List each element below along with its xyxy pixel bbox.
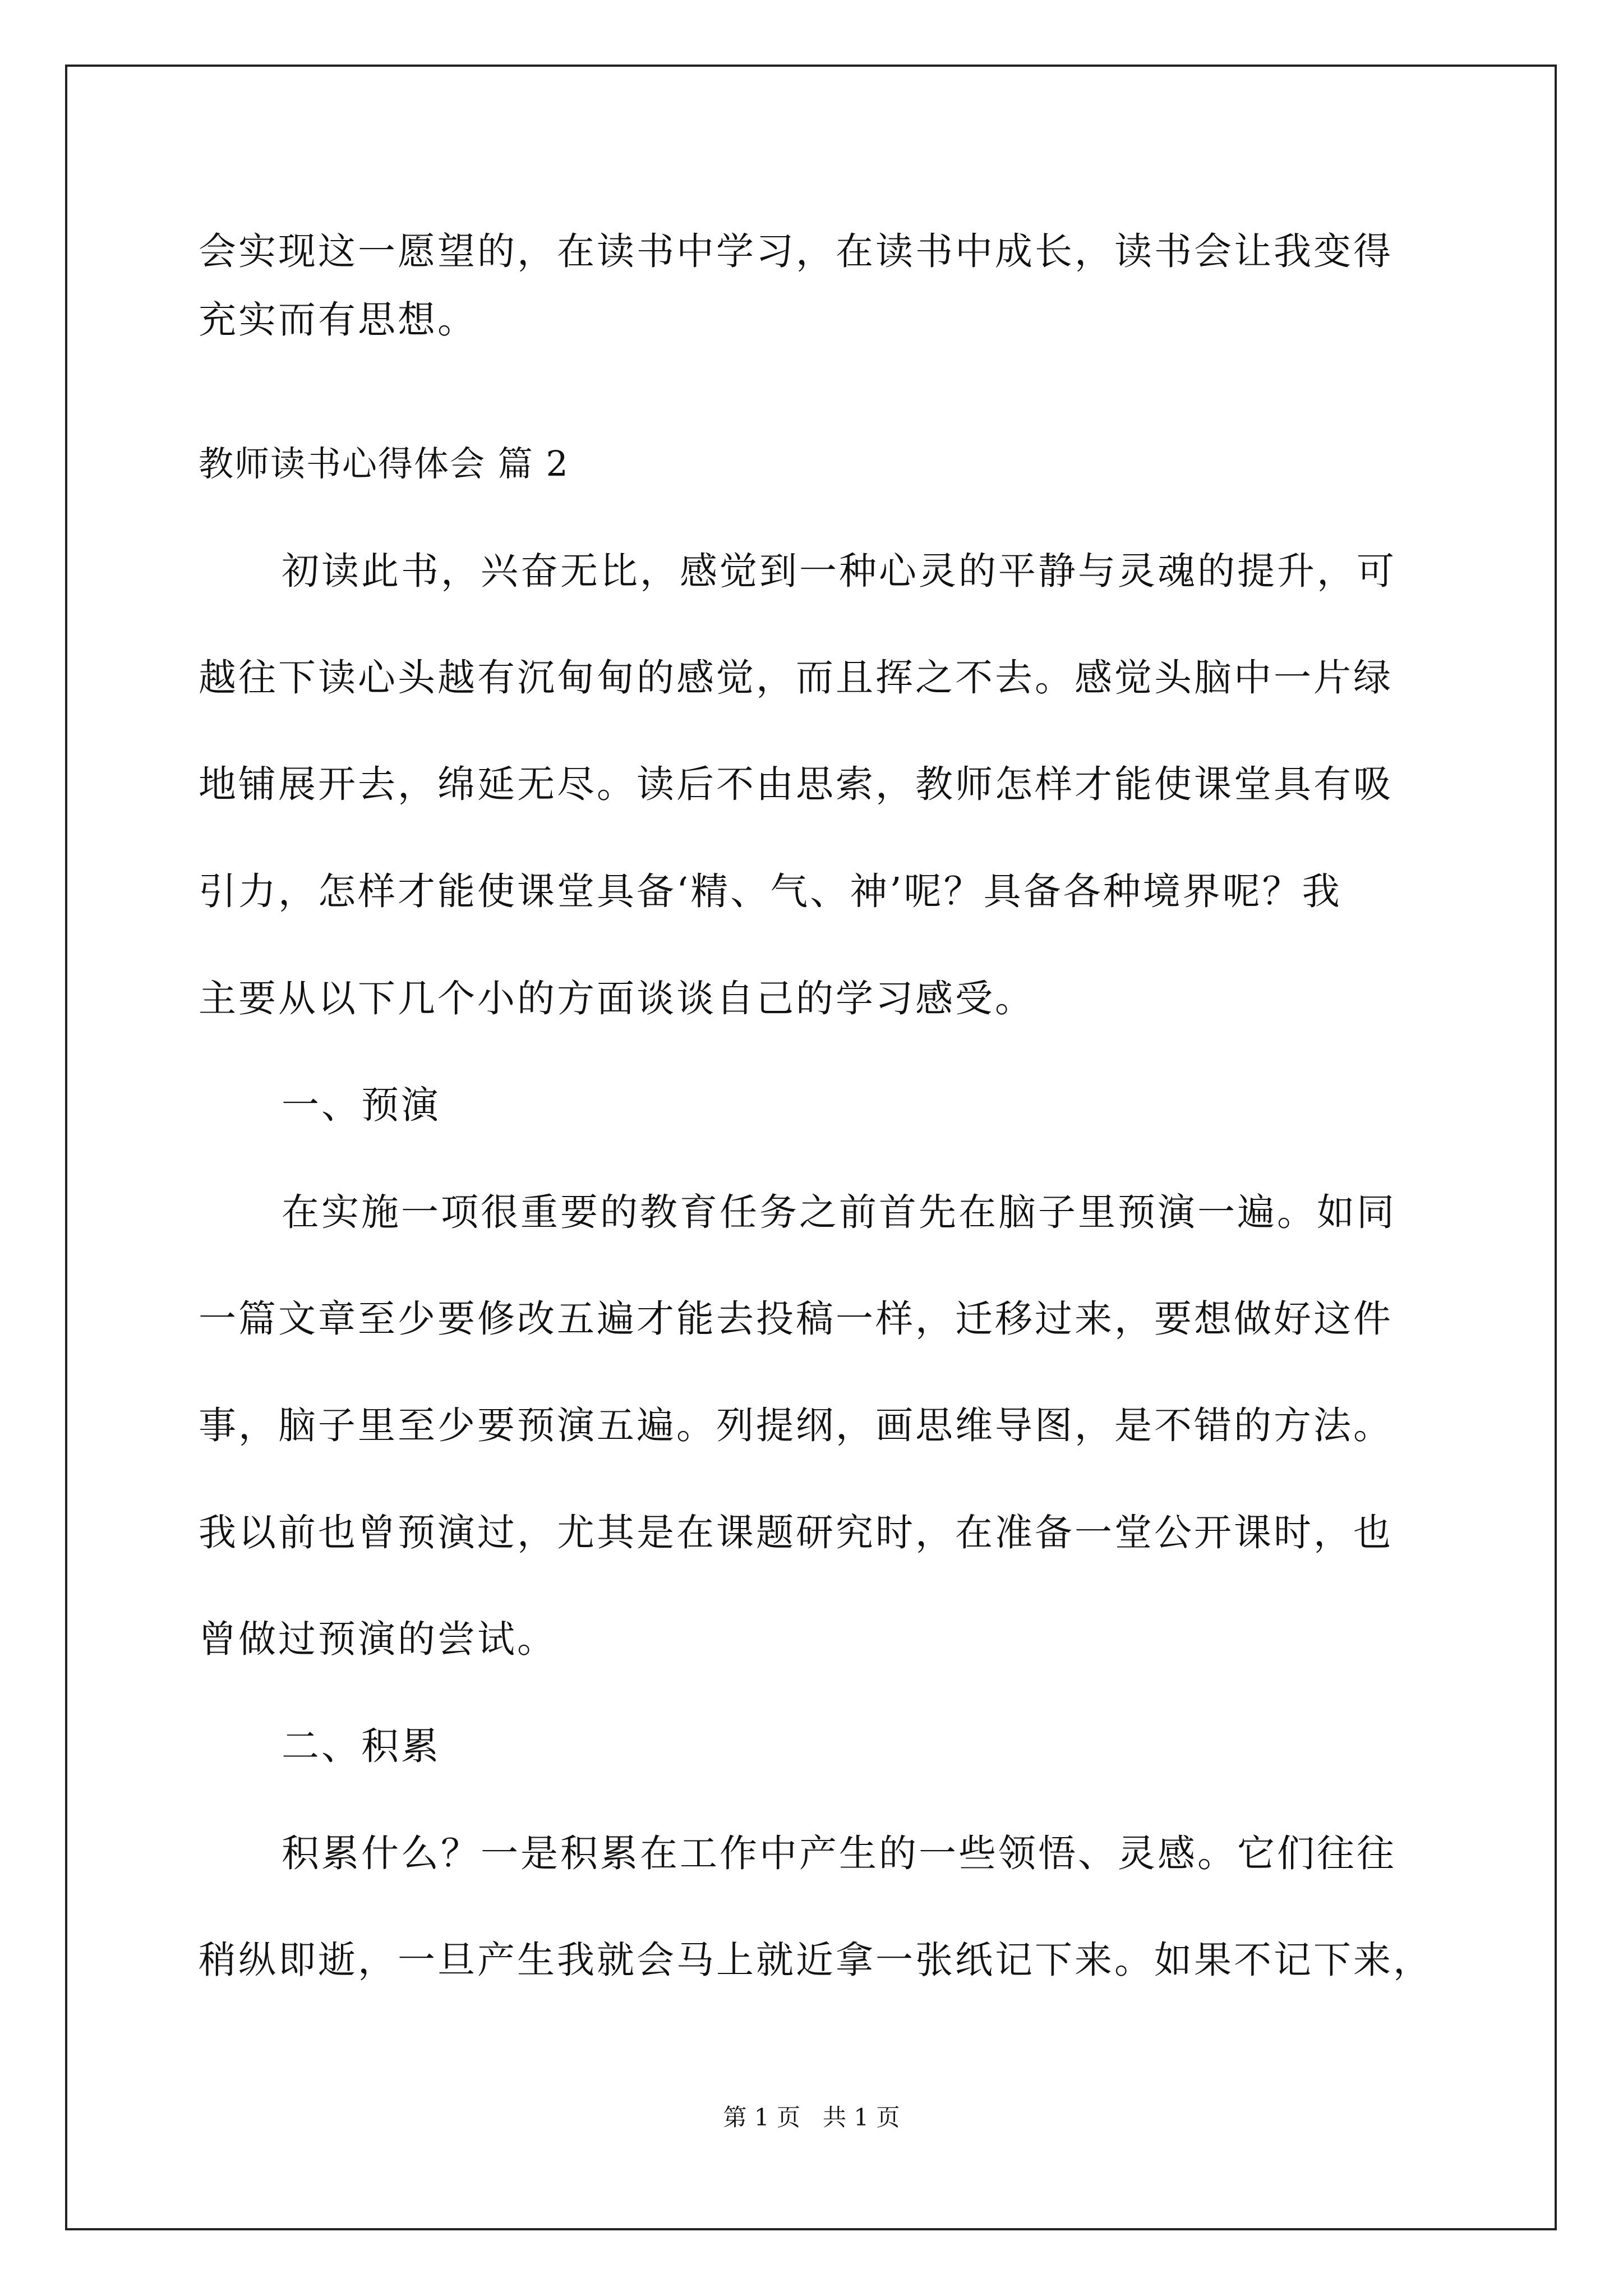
body-line: 我以前也曾预演过，尤其是在课题研究时，在准备一堂公开课时，也 — [199, 1511, 1393, 1554]
paragraph-first-line: 在实施一项很重要的教育任务之前首先在脑子里预演一遍。如同 — [282, 1190, 1396, 1234]
body-line: 越往下读心头越有沉甸甸的感觉，而且挥之不去。感觉头脑中一片绿 — [199, 656, 1393, 700]
paragraph-first-line: 初读此书，兴奋无比，感觉到一种心灵的平静与灵魂的提升，可 — [282, 549, 1396, 593]
body-line: 稍纵即逝，一旦产生我就会马上就近拿一张纸记下来。如果不记下来， — [199, 1938, 1433, 1982]
subheading-preview: 一、预演 — [282, 1083, 441, 1127]
body-line: 引力，怎样才能使课堂具备‘精、气、神’呢？具备各种境界呢？我 — [199, 869, 1342, 913]
body-line: 一篇文章至少要修改五遍才能去投稿一样，迁移过来，要想做好这件 — [199, 1297, 1393, 1341]
body-line: 曾做过预演的尝试。 — [199, 1617, 557, 1661]
body-line: 充实而有思想。 — [199, 298, 477, 342]
body-line: 地铺展开去，绵延无尽。读后不由思索，教师怎样才能使课堂具有吸 — [199, 762, 1393, 806]
section-title: 教师读书心得体会 篇 2 — [199, 443, 569, 484]
page-footer: 第 1 页 共 1 页 — [723, 2104, 900, 2131]
body-line: 主要从以下几个小的方面谈谈自己的学习感受。 — [199, 977, 1035, 1020]
subheading-accumulate: 二、积累 — [282, 1724, 441, 1768]
page-border — [65, 65, 1557, 2230]
body-line: 会实现这一愿望的，在读书中学习，在读书中成长，读书会让我变得 — [199, 229, 1393, 273]
paragraph-first-line: 积累什么？一是积累在工作中产生的一些领悟、灵感。它们往往 — [282, 1832, 1396, 1875]
body-line: 事，脑子里至少要预演五遍。列提纲，画思维导图，是不错的方法。 — [199, 1404, 1393, 1447]
